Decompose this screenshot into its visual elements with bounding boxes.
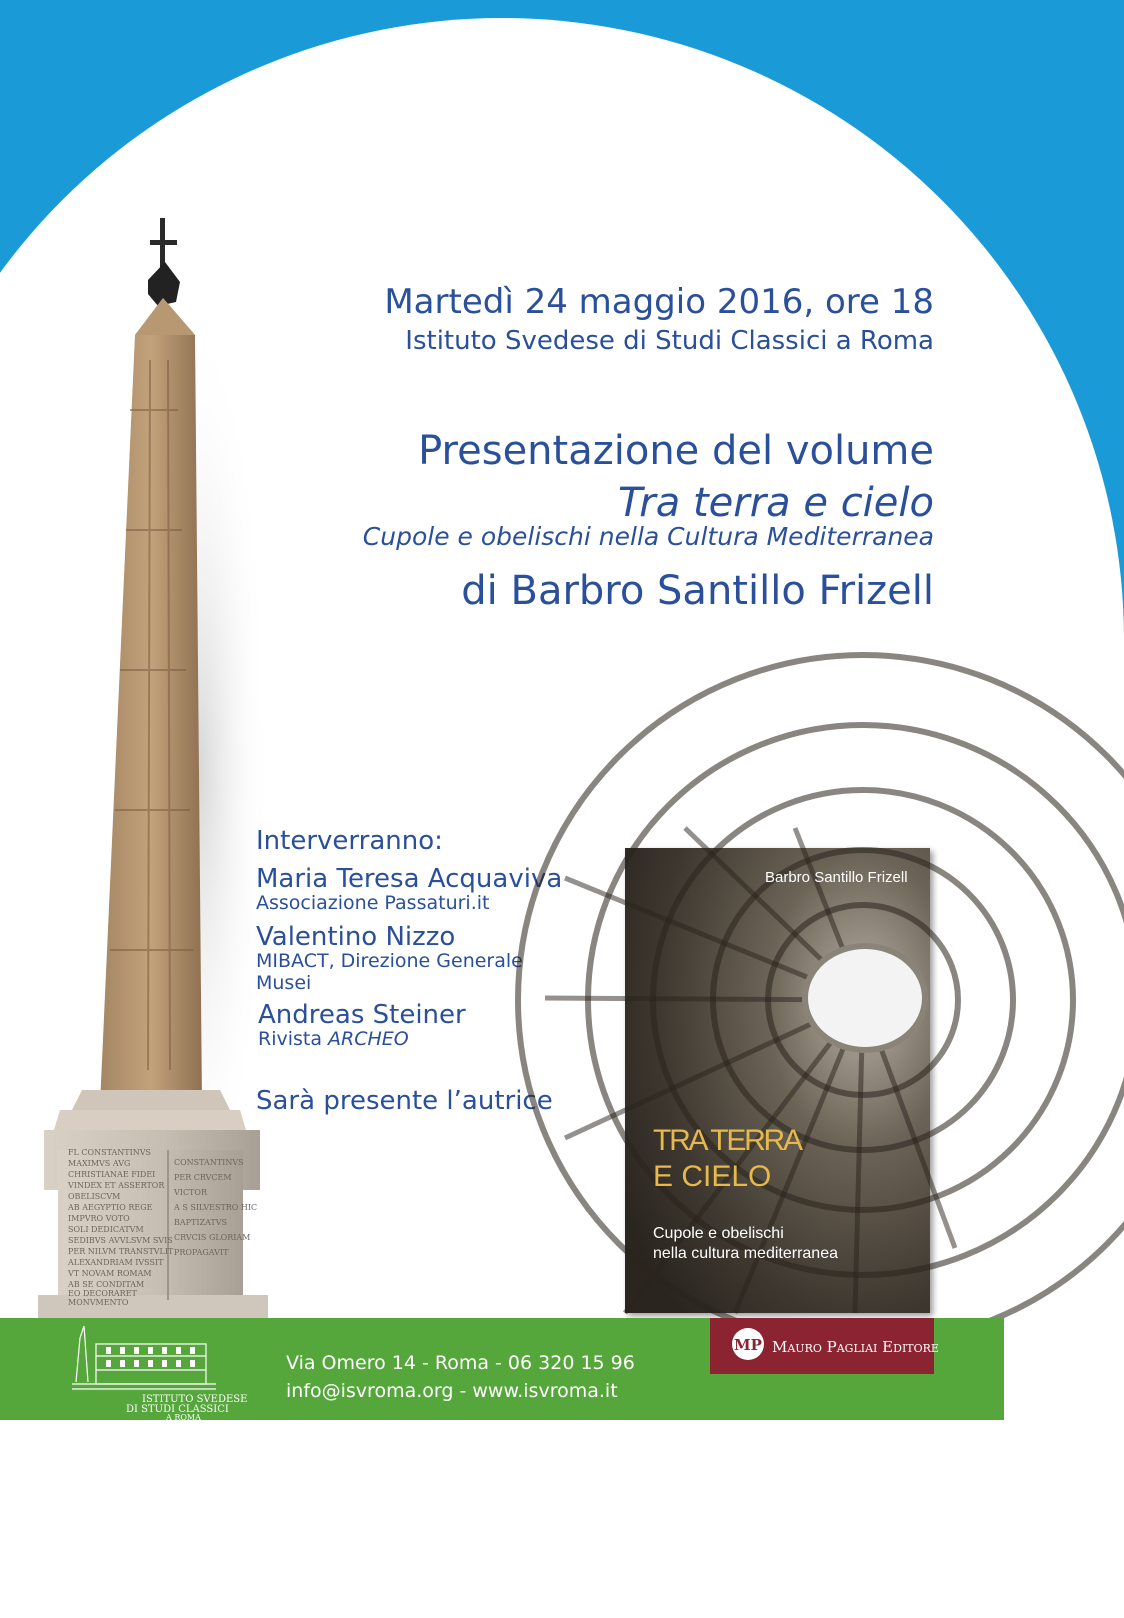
speaker-role: Musei (256, 972, 312, 994)
inscription-line: AB SE CONDITAM (68, 1280, 145, 1289)
inscription-line: ALEXANDRIAM IVSSIT (68, 1258, 164, 1267)
inscription-line: A S SILVESTRO HIC (174, 1203, 258, 1212)
footer-address: Via Omero 14 - Roma - 06 320 15 96 (286, 1352, 635, 1374)
magazine-name: ARCHEO (328, 1028, 409, 1050)
inscription-line: CHRISTIANAE FIDEI (68, 1170, 156, 1179)
cover-author: Barbro Santillo Frizell (765, 869, 908, 886)
logo-line1: ISTITUTO SVEDESE (142, 1394, 248, 1405)
inscription-line: FL CONSTANTINVS (68, 1148, 151, 1157)
institute-logo (66, 1322, 248, 1422)
speaker-name: Maria Teresa Acquaviva (256, 864, 563, 894)
speaker-role-text: Rivista (258, 1028, 329, 1050)
cover-subtitle-line1: Cupole e obelischi (653, 1225, 784, 1242)
inscription-line: SOLI DEDICATVM (68, 1225, 144, 1234)
footer-contacts[interactable]: info@isvroma.org - www.isvroma.it (286, 1380, 618, 1402)
inscription-line: BAPTIZATVS (174, 1218, 228, 1227)
cover-subtitle-line2: nella cultura mediterranea (653, 1245, 838, 1262)
inscription-line: VICTOR (174, 1188, 207, 1197)
book-title: Tra terra e cielo (617, 480, 934, 526)
publisher-badge (710, 1318, 939, 1374)
inscription-line: CRVCIS GLORIAM (174, 1233, 251, 1242)
book-subtitle: Cupole e obelischi nella Cultura Mediterranea (362, 522, 934, 551)
speakers-heading: Interverranno: (256, 826, 443, 856)
inscription-line: IMPVRO VOTO (68, 1214, 130, 1223)
pantheon-dome-image (625, 848, 930, 1313)
book-cover (625, 848, 930, 1313)
inscription-line: AB AEGYPTIO REGE (68, 1203, 153, 1212)
author-present-note: Sarà presente l’autrice (256, 1086, 553, 1116)
inscription-line: EO DECORARET (68, 1289, 137, 1298)
inscription-line: MAXIMVS AVG (68, 1159, 131, 1168)
inscription-line: PER CRVCEM (174, 1173, 232, 1182)
presentation-heading: Presentazione del volume (418, 428, 934, 474)
inscription-line: PROPAGAVIT (174, 1248, 229, 1257)
inscription-line: MONVMENTO (68, 1298, 129, 1307)
inscription-line: CONSTANTINVS (174, 1158, 244, 1167)
cover-title-line1: TRA TERRA (653, 1124, 803, 1157)
event-date: Martedì 24 maggio 2016, ore 18 (384, 282, 934, 322)
inscription-line: VT NOVAM ROMAM (68, 1269, 152, 1278)
speaker-role: Associazione Passaturi.it (256, 892, 490, 914)
speaker-name: Andreas Steiner (258, 1000, 466, 1030)
obelisk-illustration (0, 210, 290, 1320)
inscription-line: SEDIBVS AVVLSVM SVIS (68, 1236, 173, 1245)
logo-line3: A ROMA (166, 1413, 201, 1422)
publisher-logo-icon (730, 1326, 766, 1362)
book-author: di Barbro Santillo Frizell (461, 568, 934, 614)
speaker-name: Valentino Nizzo (256, 922, 456, 952)
event-venue: Istituto Svedese di Studi Classici a Roma (405, 326, 934, 356)
speaker-role (258, 1028, 409, 1050)
publisher-name: Mauro Pagliai Editore (772, 1338, 939, 1356)
inscription-line: VINDEX ET ASSERTOR (68, 1181, 165, 1190)
publisher-initials: MP (734, 1336, 762, 1354)
inscription-line: PER NILVM TRANSTVLIT (68, 1247, 174, 1256)
inscription-line: OBELISCVM (68, 1192, 121, 1201)
cover-title-line2: E CIELO (653, 1160, 772, 1193)
speaker-role: MIBACT, Direzione Generale (256, 950, 523, 972)
logo-line2: DI STUDI CLASSICI (126, 1404, 229, 1415)
